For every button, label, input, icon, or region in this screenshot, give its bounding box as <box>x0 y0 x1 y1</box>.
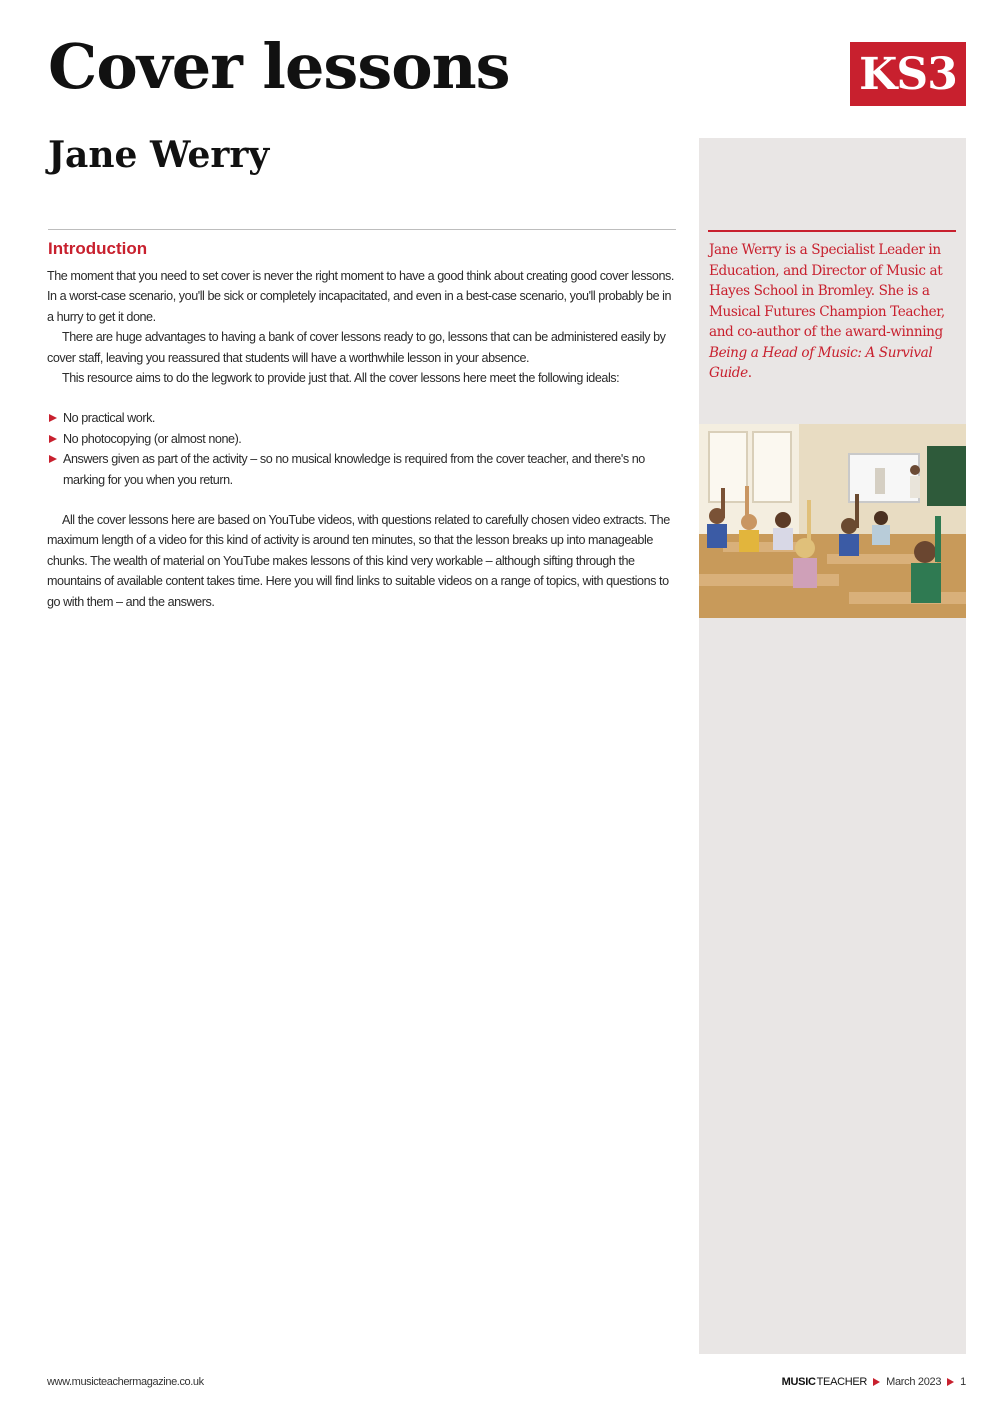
arrow-separator-icon <box>873 1378 880 1386</box>
arrow-bullet-icon <box>49 435 57 443</box>
page-title: Cover lessons <box>48 30 510 103</box>
intro-paragraph-4: All the cover lessons here are based on YouTube videos, with questions related to carefully chosen video extracts. The maximum length of a video for this kind of activity is around ten minutes, so that the lesson breaks up into manageable chunks. The wealth of material on YouTube makes lessons of this kind very workable – although sifting through the mountains of available content takes time. Here you will find links to suitable videos on a range of topics, with questions to go with them – and the answers. <box>47 513 670 609</box>
intro-paragraph-1: The moment that you need to set cover is never the right moment to have a good think about creating good cover lessons. In a worst-case scenario, you'll be sick or completely incapacitated, and even in a best-case scenario, you'll probably be in a hurry to get it done. <box>47 269 674 324</box>
arrow-separator-icon <box>947 1378 954 1386</box>
intro-paragraph-3: This resource aims to do the legwork to provide just that. All the cover lessons here meet the following ideals: <box>62 371 620 386</box>
header-divider <box>48 229 676 230</box>
bio-name: Jane Werry <box>709 242 782 258</box>
list-item-text: Answers given as part of the activity – so no musical knowledge is required from the cover teacher, and there's no marking for you when you return. <box>63 452 645 487</box>
arrow-bullet-icon <box>49 414 57 422</box>
section-heading-introduction: Introduction <box>48 239 148 258</box>
footer-issue-info <box>782 1376 966 1388</box>
bio-end: . <box>747 365 752 381</box>
key-stage-badge: KS3 <box>850 42 966 106</box>
intro-paragraph-2: There are huge advantages to having a bank of cover lessons ready to go, lessons that can be administered easily by cover staff, leaving you reassured that students will have a worthwhile lesson in your absence. <box>47 330 666 365</box>
ideals-list <box>47 408 679 490</box>
sidebar-divider <box>708 230 956 232</box>
magazine-name-bold: MUSIC <box>781 1376 816 1388</box>
arrow-bullet-icon <box>49 455 57 463</box>
author-bio <box>709 240 959 384</box>
list-item-text: No photocopying (or almost none). <box>63 431 242 446</box>
list-item-text: No practical work. <box>63 411 155 426</box>
page-number: 1 <box>960 1376 966 1388</box>
magazine-name-regular: TEACHER <box>816 1376 868 1388</box>
list-item <box>47 449 679 490</box>
author-name: Jane Werry <box>48 134 270 176</box>
issue-date: March 2023 <box>886 1376 942 1388</box>
list-item <box>47 429 679 449</box>
bio-book-title: Being a Head of Music: A Survival Guide <box>709 344 933 381</box>
introduction-body <box>47 266 679 612</box>
list-item <box>47 408 679 428</box>
footer-website-link[interactable]: www.musicteachermagazine.co.uk <box>47 1376 204 1388</box>
classroom-photo <box>699 424 966 618</box>
bio-text: is a Specialist Leader in Education, and Director of Music at Hayes School in Bromley. She is a Musical Futures Champion Teacher, and co-author of the award-winning <box>709 242 945 340</box>
